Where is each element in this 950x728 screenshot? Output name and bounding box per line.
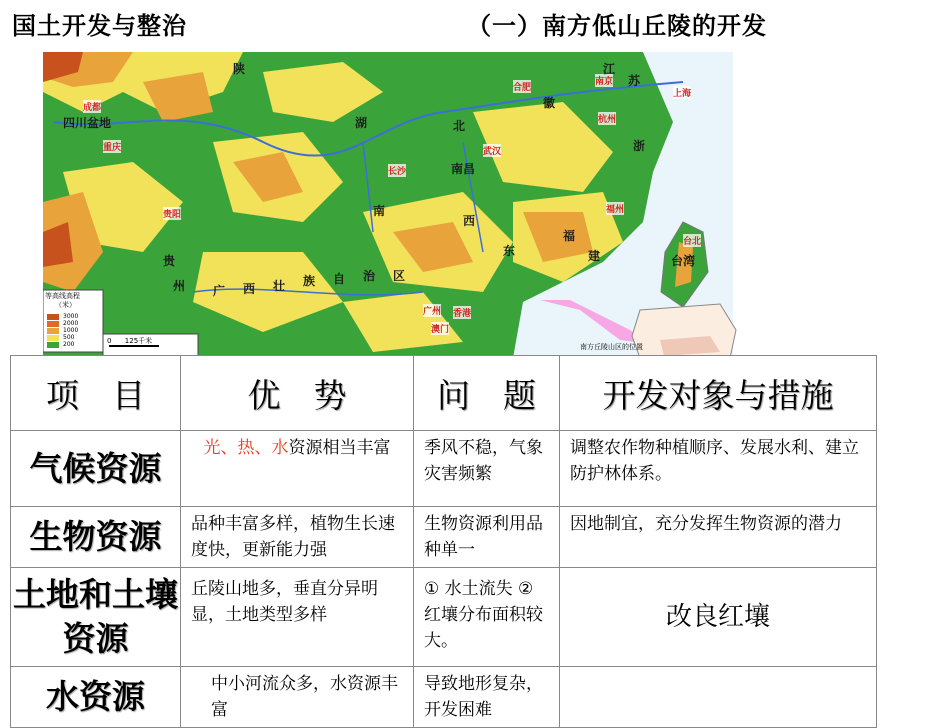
legend-level: 500 bbox=[63, 334, 75, 341]
map-place-label: 澳门 bbox=[431, 322, 449, 335]
map-place-label: 上海 bbox=[673, 86, 691, 99]
map-place-label: 建 bbox=[588, 249, 601, 263]
map-place-label: 西 bbox=[463, 214, 476, 228]
header-measure: 开发对象与措施 bbox=[560, 356, 877, 431]
map-place-label: 香港 bbox=[453, 306, 471, 319]
map-place-label: 台北 bbox=[683, 234, 701, 247]
map-place-label: 重庆 bbox=[103, 140, 121, 153]
advantage-highlight: 光、热、水 bbox=[203, 438, 289, 458]
legend-level: 3000 bbox=[63, 313, 79, 320]
map-place-label: 南昌 bbox=[451, 162, 476, 176]
map-place-label: 贵阳 bbox=[163, 207, 181, 220]
table-row bbox=[11, 431, 877, 507]
table-row bbox=[11, 507, 877, 568]
map-place-label: 南京 bbox=[595, 74, 613, 87]
map-place-label: 自 bbox=[333, 272, 346, 286]
legend-unit: （米） bbox=[55, 301, 76, 309]
resource-table bbox=[10, 355, 876, 720]
map-place-label: 壮 bbox=[273, 279, 286, 293]
section-title: （一）南方低山丘陵的开发 bbox=[467, 12, 767, 40]
map-place-label: 浙 bbox=[633, 139, 646, 153]
map-place-label: 北 bbox=[453, 119, 466, 133]
legend-level: 200 bbox=[63, 341, 75, 348]
map-place-label: 苏 bbox=[628, 74, 641, 88]
scale-label: 0 125千米 bbox=[107, 337, 153, 345]
map-place-label: 区 bbox=[393, 269, 406, 283]
advantage-cell: 丘陵山地多，垂直分异明显，土地类型多样 bbox=[181, 568, 414, 667]
map-place-label: 广州 bbox=[423, 304, 441, 317]
row-name: 生物资源 bbox=[11, 507, 181, 568]
measure-cell: 因地制宜，充分发挥生物资源的潜力 bbox=[560, 507, 877, 568]
row-name: 气候资源 bbox=[11, 431, 181, 507]
page-title: 国土开发与整治 bbox=[12, 12, 187, 40]
problem-cell: 导致地形复杂，开发困难 bbox=[414, 667, 560, 728]
header-problem: 问 题 bbox=[414, 356, 560, 431]
map-place-label: 四川盆地 bbox=[63, 116, 112, 130]
resource-table-grid bbox=[10, 355, 877, 728]
map-place-label: 长沙 bbox=[388, 164, 406, 177]
map-place-label: 福 bbox=[563, 229, 576, 243]
row-name: 土地和土壤资源 bbox=[11, 568, 181, 667]
header-item: 项 目 bbox=[11, 356, 181, 431]
map-place-label: 族 bbox=[303, 274, 316, 288]
advantage-cell: 中小河流众多，水资源丰富 bbox=[181, 667, 414, 728]
map-place-label: 西 bbox=[243, 282, 256, 296]
measure-cell bbox=[560, 667, 877, 728]
header-advantage: 优 势 bbox=[181, 356, 414, 431]
map-place-label: 州 bbox=[173, 279, 186, 293]
problem-cell: 季风不稳，气象灾害频繁 bbox=[414, 431, 560, 507]
problem-cell: ① 水土流失 ②红壤分布面积较大。 bbox=[414, 568, 560, 667]
map-place-label: 台湾 bbox=[671, 254, 696, 268]
map-place-label: 治 bbox=[363, 269, 376, 283]
map-place-label: 贵 bbox=[163, 254, 176, 268]
table-row bbox=[11, 667, 877, 728]
map-place-label: 陕 bbox=[233, 62, 246, 76]
problem-cell: 生物资源利用品种单一 bbox=[414, 507, 560, 568]
map-place-label: 武汉 bbox=[483, 144, 501, 157]
locator-inset bbox=[540, 300, 740, 358]
advantage-cell bbox=[181, 431, 414, 507]
map-place-label: 合肥 bbox=[513, 80, 531, 93]
map-place-label: 广 bbox=[213, 284, 226, 298]
row-name: 水资源 bbox=[11, 667, 181, 728]
map-place-label: 江 bbox=[603, 62, 616, 76]
measure-cell: 改良红壤 bbox=[560, 568, 877, 667]
map-place-label: 南 bbox=[373, 204, 386, 218]
measure-cell: 调整农作物种植顺序、发展水利、建立防护林体系。 bbox=[560, 431, 877, 507]
table-header-row bbox=[11, 356, 877, 431]
map-place-label: 湖 bbox=[355, 116, 368, 130]
advantage-cell: 品种丰富多样，植物生长速度快，更新能力强 bbox=[181, 507, 414, 568]
table-row bbox=[11, 568, 877, 667]
legend-title: 等高线高程 bbox=[45, 292, 80, 300]
inset-caption: 南方丘陵山区的位置 bbox=[580, 343, 643, 351]
legend-level: 2000 bbox=[63, 320, 79, 327]
legend-level: 1000 bbox=[63, 327, 79, 334]
map-place-label: 福州 bbox=[606, 202, 624, 215]
map-place-label: 杭州 bbox=[598, 112, 616, 125]
map-place-label: 徽 bbox=[543, 96, 556, 110]
map-place-label: 成都 bbox=[83, 100, 101, 113]
map-place-label: 东 bbox=[503, 244, 516, 258]
advantage-text: 资源相当丰富 bbox=[288, 438, 391, 458]
